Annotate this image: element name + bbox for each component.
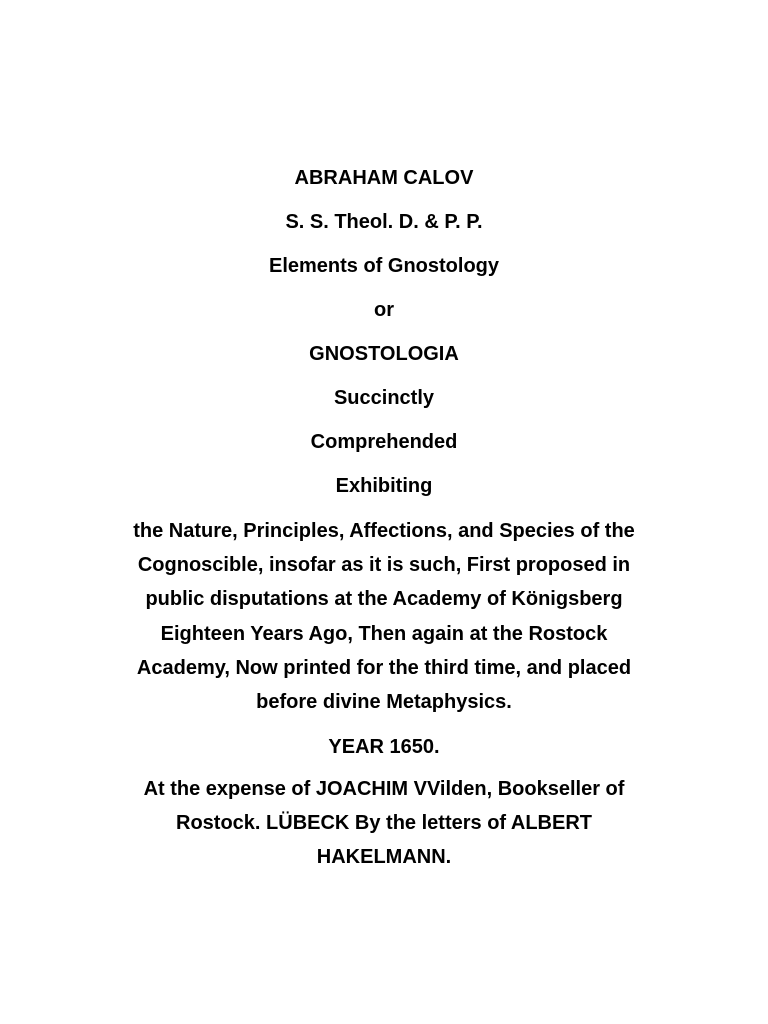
imprint-line: At the expense of JOACHIM VVilden, Bookseller of bbox=[143, 778, 625, 800]
author-credentials: S. S. Theol. D. & P. P. bbox=[285, 211, 483, 233]
subtitle-succinctly: Succinctly bbox=[333, 387, 435, 409]
description-paragraph bbox=[84, 514, 684, 719]
description-line: before divine Metaphysics. bbox=[256, 691, 512, 714]
description-line: Cognoscible, insofar as it is such, First proposed in bbox=[137, 554, 631, 577]
description-line: public disputations at the Academy of Königsberg bbox=[145, 588, 623, 611]
imprint-paragraph bbox=[84, 772, 684, 875]
description-line: Academy, Now printed for the third time, and placed bbox=[136, 656, 632, 679]
subtitle-comprehended: Comprehended bbox=[310, 431, 458, 453]
publication-year: YEAR 1650. bbox=[328, 736, 440, 758]
description-line: the Nature, Principles, Affections, and Species of the bbox=[133, 520, 635, 542]
imprint-line: HAKELMANN. bbox=[316, 846, 452, 869]
subtitle-exhibiting: Exhibiting bbox=[335, 475, 433, 497]
work-title: Elements of Gnostology bbox=[268, 255, 500, 277]
title-conjunction: or bbox=[374, 299, 394, 321]
author-name: ABRAHAM CALOV bbox=[294, 167, 474, 189]
latin-title: GNOSTOLOGIA bbox=[309, 343, 459, 365]
description-line: Eighteen Years Ago, Then again at the Rostock bbox=[160, 622, 608, 645]
imprint-line: Rostock. LÜBECK By the letters of ALBERT bbox=[176, 812, 592, 835]
